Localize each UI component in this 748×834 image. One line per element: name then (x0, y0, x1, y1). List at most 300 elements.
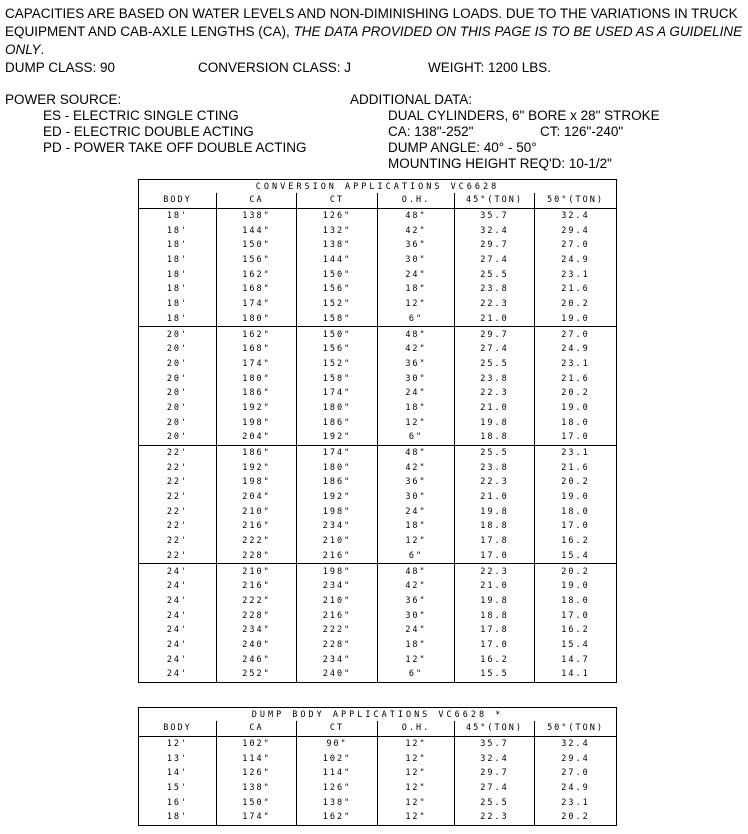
table-cell: 18.8 (455, 430, 535, 445)
table-cell: 16.2 (535, 534, 617, 549)
table-cell: 22' (139, 519, 217, 534)
table-cell: 216" (217, 519, 297, 534)
table-row (139, 386, 617, 401)
table-cell: 20.2 (535, 564, 617, 579)
table-cell: 19.8 (455, 594, 535, 609)
additional-data-section (350, 92, 740, 172)
table-cell: 246" (217, 652, 297, 667)
table-cell: 204" (217, 490, 297, 505)
table-cell: 228" (217, 549, 297, 564)
table-cell: 13' (139, 751, 217, 766)
table-cell: 24' (139, 652, 217, 667)
table-cell: 17.0 (535, 608, 617, 623)
table-cell: 25.5 (455, 795, 535, 810)
table-cell: 144" (217, 223, 297, 238)
table-cell: 150" (217, 238, 297, 253)
table-cell: 102" (217, 736, 297, 751)
table-cell: 18' (139, 312, 217, 327)
table-cell: 20' (139, 401, 217, 416)
ca-range: CA: 138"-252" (388, 124, 474, 139)
table-cell: 19.8 (455, 415, 535, 430)
table-cell: 36" (378, 238, 455, 253)
table-cell: 12" (378, 652, 455, 667)
table-cell: 12" (378, 297, 455, 312)
table-cell: 22.3 (455, 386, 535, 401)
table-cell: 18' (139, 297, 217, 312)
table-cell: 32.4 (455, 751, 535, 766)
table-cell: 20' (139, 415, 217, 430)
table-cell: 35.7 (455, 208, 535, 223)
table-cell: 156" (297, 342, 378, 357)
table-cell: 6" (378, 549, 455, 564)
table-cell: 23.8 (455, 460, 535, 475)
table-cell: 204" (217, 430, 297, 445)
column-header: CT (297, 193, 378, 208)
dump-class: DUMP CLASS: 90 (5, 60, 116, 75)
table-cell: 17.0 (535, 519, 617, 534)
additional-data-heading: ADDITIONAL DATA: (350, 92, 473, 107)
table-cell: 18" (378, 282, 455, 297)
dump-body-applications-table (138, 707, 617, 826)
table-cell: 20' (139, 357, 217, 372)
table-row (139, 238, 617, 253)
table-cell: 23.1 (535, 357, 617, 372)
table-cell: 18.0 (535, 415, 617, 430)
table-cell: 29.7 (455, 238, 535, 253)
table-cell: 126" (297, 781, 378, 796)
table-cell: 180" (297, 401, 378, 416)
table-cell: 180" (297, 460, 378, 475)
table-cell: 174" (217, 357, 297, 372)
table-row (139, 490, 617, 505)
table-cell: 162" (297, 810, 378, 825)
table-cell: 21.0 (455, 312, 535, 327)
table-cell: 6" (378, 312, 455, 327)
table-cell: 21.0 (455, 579, 535, 594)
table-cell: 15' (139, 781, 217, 796)
table-cell: 210" (297, 534, 378, 549)
table-cell: 17.0 (455, 549, 535, 564)
table-cell: 23.8 (455, 371, 535, 386)
table-cell: 138" (217, 208, 297, 223)
power-source-section (5, 92, 307, 156)
table-cell: 24' (139, 564, 217, 579)
table-cell: 35.7 (455, 736, 535, 751)
table-cell: 29.7 (455, 766, 535, 781)
column-header: CA (217, 721, 297, 736)
cylinders-spec: DUAL CYLINDERS, 6" BORE x 28" STROKE (388, 108, 660, 123)
table-cell: 21.0 (455, 401, 535, 416)
table-cell: 192" (297, 490, 378, 505)
table-cell: 20.2 (535, 475, 617, 490)
power-source-item: ES - ELECTRIC SINGLE CTING (43, 108, 239, 123)
table-cell: 192" (297, 430, 378, 445)
table-cell: 144" (297, 253, 378, 268)
table-cell: 42" (378, 460, 455, 475)
table-cell: 186" (297, 475, 378, 490)
table-cell: 29.7 (455, 327, 535, 342)
table-cell: 138" (217, 781, 297, 796)
table-cell: 14.1 (535, 667, 617, 682)
table-cell: 30" (378, 371, 455, 386)
table-cell: 48" (378, 327, 455, 342)
table-cell: 222" (297, 623, 378, 638)
table-cell: 32.4 (455, 223, 535, 238)
table-row (139, 594, 617, 609)
table-cell: 12" (378, 766, 455, 781)
table-cell: 18" (378, 519, 455, 534)
table-row (139, 371, 617, 386)
table-cell: 48" (378, 564, 455, 579)
table-cell: 24.9 (535, 253, 617, 268)
table-cell: 21.0 (455, 490, 535, 505)
table-cell: 29.4 (535, 223, 617, 238)
table-cell: 210" (297, 594, 378, 609)
table-cell: 198" (297, 504, 378, 519)
table-cell: 22' (139, 460, 217, 475)
table-cell: 150" (217, 795, 297, 810)
table-row (139, 312, 617, 327)
table-cell: 23.1 (535, 267, 617, 282)
table-cell: 18.0 (535, 594, 617, 609)
table-cell: 48" (378, 208, 455, 223)
table-cell: 210" (217, 504, 297, 519)
table-cell: 162" (217, 267, 297, 282)
table-cell: 174" (297, 445, 378, 460)
ca-ct-row (350, 124, 740, 140)
table-cell: 16' (139, 795, 217, 810)
table-cell: 198" (297, 564, 378, 579)
column-header: BODY (139, 721, 217, 736)
table-cell: 12' (139, 736, 217, 751)
table-cell: 210" (217, 564, 297, 579)
table-cell: 20.2 (535, 810, 617, 825)
table-cell: 42" (378, 579, 455, 594)
table-cell: 216" (297, 549, 378, 564)
table-cell: 126" (217, 766, 297, 781)
table-cell: 21.6 (535, 282, 617, 297)
table-cell: 24" (378, 504, 455, 519)
table-cell: 22.3 (455, 475, 535, 490)
table-cell: 18.0 (535, 504, 617, 519)
table-row (139, 810, 617, 825)
table-cell: 18.8 (455, 608, 535, 623)
table-cell: 30" (378, 253, 455, 268)
table-cell: 158" (297, 371, 378, 386)
conversion-applications-table (138, 179, 617, 683)
column-header: CA (217, 193, 297, 208)
table-cell: 192" (217, 460, 297, 475)
table-cell: 24" (378, 386, 455, 401)
table-cell: 150" (297, 327, 378, 342)
table-cell: 19.0 (535, 579, 617, 594)
table-row (139, 208, 617, 223)
table-row (139, 445, 617, 460)
table-cell: 180" (217, 371, 297, 386)
table-title-row (139, 180, 617, 194)
table-cell: 20' (139, 386, 217, 401)
table-cell: 20.2 (535, 297, 617, 312)
table-cell: 6" (378, 430, 455, 445)
table-cell: 20' (139, 327, 217, 342)
table-cell: 24" (378, 267, 455, 282)
table-cell: 24' (139, 623, 217, 638)
table-cell: 156" (297, 282, 378, 297)
table-cell: 23.1 (535, 445, 617, 460)
table-cell: 132" (297, 223, 378, 238)
table-cell: 24.9 (535, 781, 617, 796)
table-cell: 25.5 (455, 267, 535, 282)
table-cell: 18' (139, 223, 217, 238)
table-row (139, 781, 617, 796)
table-title-row (139, 708, 617, 722)
table-cell: 240" (297, 667, 378, 682)
table-cell: 168" (217, 342, 297, 357)
table-cell: 17.8 (455, 534, 535, 549)
table-cell: 27.0 (535, 327, 617, 342)
table-row (139, 608, 617, 623)
table-cell: 18' (139, 238, 217, 253)
table-cell: 18' (139, 253, 217, 268)
table-cell: 21.6 (535, 460, 617, 475)
table-cell: 12" (378, 736, 455, 751)
table-cell: 156" (217, 253, 297, 268)
table-cell: 198" (217, 475, 297, 490)
table-cell: 36" (378, 475, 455, 490)
table-cell: 12" (378, 810, 455, 825)
dump-angle: DUMP ANGLE: 40° - 50° (388, 140, 537, 155)
table-cell: 234" (297, 519, 378, 534)
table-cell: 27.4 (455, 253, 535, 268)
table-cell: 114" (297, 766, 378, 781)
table-cell: 32.4 (535, 736, 617, 751)
table-row (139, 401, 617, 416)
table-cell: 27.4 (455, 342, 535, 357)
table-cell: 222" (217, 594, 297, 609)
table-cell: 186" (217, 386, 297, 401)
table-cell: 15.4 (535, 638, 617, 653)
mounting-height: MOUNTING HEIGHT REQ'D: 10-1/2" (388, 156, 612, 171)
table-cell: 29.4 (535, 751, 617, 766)
table-cell: 24' (139, 667, 217, 682)
power-source-item: PD - POWER TAKE OFF DOUBLE ACTING (43, 140, 307, 155)
table-cell: 19.0 (535, 312, 617, 327)
table-cell: 22' (139, 549, 217, 564)
table-cell: 16.2 (455, 652, 535, 667)
table-cell: 252" (217, 667, 297, 682)
column-header: BODY (139, 193, 217, 208)
table-cell: 15.5 (455, 667, 535, 682)
table-row (139, 267, 617, 282)
power-source-item: ED - ELECTRIC DOUBLE ACTING (43, 124, 254, 139)
table-cell: 150" (297, 267, 378, 282)
table-row (139, 415, 617, 430)
table-cell: 20' (139, 342, 217, 357)
table-cell: 18" (378, 638, 455, 653)
table-cell: 12" (378, 781, 455, 796)
table-cell: 234" (217, 623, 297, 638)
table-cell: 24' (139, 594, 217, 609)
table-cell: 17.0 (455, 638, 535, 653)
table-row (139, 253, 617, 268)
table-row (139, 460, 617, 475)
table-cell: 198" (217, 415, 297, 430)
table-cell: 90" (297, 736, 378, 751)
table-row (139, 342, 617, 357)
table-cell: 22' (139, 534, 217, 549)
table-cell: 17.0 (535, 430, 617, 445)
table-cell: 174" (297, 386, 378, 401)
table-cell: 152" (297, 297, 378, 312)
table-cell: 22' (139, 490, 217, 505)
table-row (139, 623, 617, 638)
table-cell: 20' (139, 430, 217, 445)
table-cell: 20' (139, 371, 217, 386)
table-row (139, 504, 617, 519)
table-cell: 18" (378, 401, 455, 416)
intro-text: CAPACITIES ARE BASED ON WATER LEVELS AND NON-DIMINISHING LOADS. DUE TO THE VARIATIONS IN TRUCK EQUIPMENT AND CAB-AXLE LENGTHS (CA), (5, 6, 738, 39)
table-title: DUMP BODY APPLICATIONS VC6628 * (139, 708, 617, 722)
table-cell: 19.0 (535, 401, 617, 416)
table-cell: 192" (217, 401, 297, 416)
table-cell: 12" (378, 751, 455, 766)
table-cell: 216" (297, 608, 378, 623)
column-header: 50°(TON) (535, 193, 617, 208)
table-cell: 18.8 (455, 519, 535, 534)
table-row (139, 736, 617, 751)
column-header: 50°(TON) (535, 721, 617, 736)
table-cell: 186" (297, 415, 378, 430)
table-cell: 6" (378, 667, 455, 682)
table-cell: 19.8 (455, 504, 535, 519)
table-cell: 16.2 (535, 623, 617, 638)
table-cell: 25.5 (455, 357, 535, 372)
table-cell: 42" (378, 223, 455, 238)
table-row (139, 766, 617, 781)
table-cell: 23.8 (455, 282, 535, 297)
table-cell: 32.4 (535, 208, 617, 223)
table-cell: 180" (217, 312, 297, 327)
table-row (139, 534, 617, 549)
table-cell: 216" (217, 579, 297, 594)
table-cell: 30" (378, 608, 455, 623)
table-cell: 21.6 (535, 371, 617, 386)
table-row (139, 357, 617, 372)
table-cell: 18' (139, 282, 217, 297)
table-row (139, 297, 617, 312)
column-header: 45°(TON) (455, 193, 535, 208)
table-cell: 18' (139, 267, 217, 282)
table-header-row (139, 721, 617, 736)
table-cell: 27.0 (535, 238, 617, 253)
table-cell: 138" (297, 795, 378, 810)
table-cell: 234" (297, 652, 378, 667)
table-row (139, 564, 617, 579)
table-row (139, 638, 617, 653)
table-row (139, 282, 617, 297)
table-cell: 22' (139, 504, 217, 519)
power-source-heading: POWER SOURCE: (5, 92, 122, 107)
table-row (139, 549, 617, 564)
table-cell: 17.8 (455, 623, 535, 638)
table-row (139, 430, 617, 445)
table-cell: 27.4 (455, 781, 535, 796)
intro-italic-text: THE DATA PROVIDED ON THIS PAGE IS TO BE USED AS A GUIDELINE ONLY (5, 24, 743, 57)
table-cell: 27.0 (535, 766, 617, 781)
intro-end: . (40, 42, 45, 57)
table-cell: 24.9 (535, 342, 617, 357)
table-cell: 24" (378, 623, 455, 638)
table-header-row (139, 193, 617, 208)
table-cell: 186" (217, 445, 297, 460)
table-cell: 22.3 (455, 810, 535, 825)
table-cell: 138" (297, 238, 378, 253)
table-cell: 126" (297, 208, 378, 223)
table-cell: 228" (217, 608, 297, 623)
table-cell: 18' (139, 810, 217, 825)
table-cell: 36" (378, 594, 455, 609)
table-cell: 162" (217, 327, 297, 342)
table-cell: 24' (139, 638, 217, 653)
table-cell: 240" (217, 638, 297, 653)
table-cell: 14' (139, 766, 217, 781)
column-header: CT (297, 721, 378, 736)
table-cell: 12" (378, 795, 455, 810)
table-cell: 48" (378, 445, 455, 460)
weight: WEIGHT: 1200 LBS. (428, 60, 552, 75)
table-title: CONVERSION APPLICATIONS VC6628 (139, 180, 617, 194)
table-cell: 23.1 (535, 795, 617, 810)
table-row (139, 751, 617, 766)
table-cell: 24' (139, 579, 217, 594)
table-cell: 152" (297, 357, 378, 372)
table-row (139, 475, 617, 490)
table-cell: 222" (217, 534, 297, 549)
table-cell: 228" (297, 638, 378, 653)
table-row (139, 519, 617, 534)
table-row (139, 667, 617, 682)
table-row (139, 327, 617, 342)
table-cell: 174" (217, 297, 297, 312)
table-cell: 42" (378, 342, 455, 357)
table-cell: 168" (217, 282, 297, 297)
table-cell: 114" (217, 751, 297, 766)
table-cell: 22.3 (455, 564, 535, 579)
table-cell: 25.5 (455, 445, 535, 460)
table-cell: 22.3 (455, 297, 535, 312)
table-cell: 22' (139, 445, 217, 460)
table-cell: 36" (378, 357, 455, 372)
table-cell: 18' (139, 208, 217, 223)
table-cell: 174" (217, 810, 297, 825)
table-cell: 19.0 (535, 490, 617, 505)
table-cell: 22' (139, 475, 217, 490)
table-cell: 24' (139, 608, 217, 623)
table-row (139, 795, 617, 810)
table-cell: 102" (297, 751, 378, 766)
table-cell: 234" (297, 579, 378, 594)
table-cell: 30" (378, 490, 455, 505)
conversion-class: CONVERSION CLASS: J (198, 60, 352, 75)
table-row (139, 223, 617, 238)
table-cell: 158" (297, 312, 378, 327)
ct-range: CT: 126"-240" (540, 124, 624, 139)
table-cell: 12" (378, 534, 455, 549)
table-cell: 20.2 (535, 386, 617, 401)
table-row (139, 652, 617, 667)
column-header: O.H. (378, 193, 455, 208)
table-row (139, 579, 617, 594)
